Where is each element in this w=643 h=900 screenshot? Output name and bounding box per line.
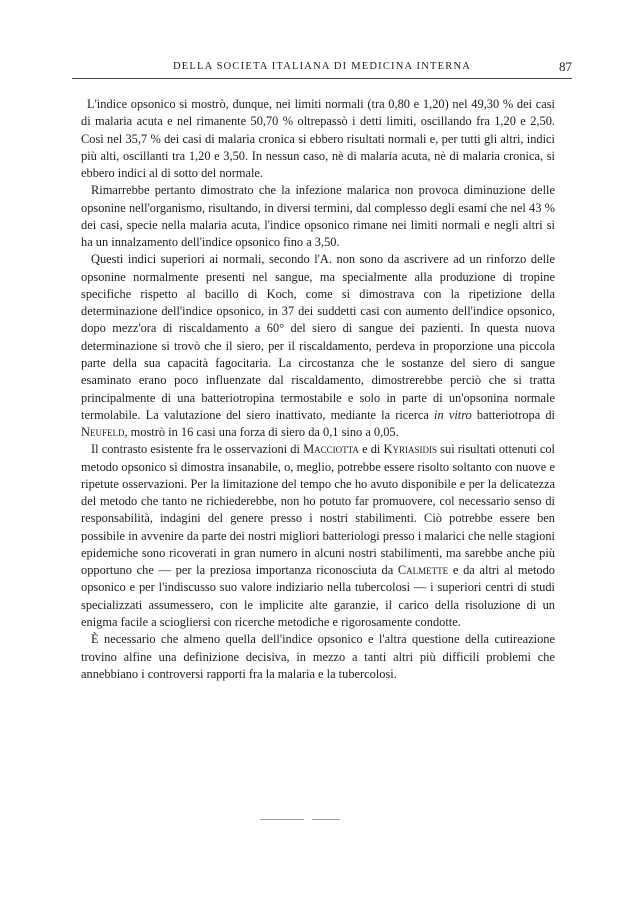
paragraph-4-text-d: e da altri al metodo opsonico e per l'indiscusso suo valore indiziario nella tubercolosi — i superiori centri di studi specializzati assumessero, con le implicite alte garanzie, il carico della risoluzione di un enigma facile a sciogliersi con ricerche metodiche e rigorosamente condotte.: [81, 563, 555, 629]
paragraph-4-text-c: sui risultati ottenuti col metodo opsonico si dimostra insanabile, o, meglio, potrebbe essere risolto soltanto con nuove e ripetute osservazioni. Per la limitazione del tempo che ho avuto disponibile e per la delicatezza del metodo che tanto ne richiederebbe, non ho potuto far promuovere, col necessario senso di responsabilità, indagini del genere presso i nostri stabilimenti. Ciò potrebbe essere ben possibile in avvenire da parte dei nostri migliori batteriologi presso i malarici che nelle stagioni epidemiche sono ricoverati in gran numero in alcuni nostri stabilimenti, ma sarebbe anche più opportuno che — per la preziosa importanza riconosciuta da: [81, 442, 555, 578]
paragraph-1: L'indice opsonico si mostrò, dunque, nei limiti normali (tra 0,80 e 1,20) nel 49,30 % dei casi di malaria acuta e nel rimanente 50,70 % oltrepassò i detti limiti, oscillando fra 1,20 e 2,50. Così nel 35,7 % dei casi di malaria cronica si ebbero risultati normali e, per tutti gli altri, indici più alti, oscillanti tra 1,20 e 3,50. In nessun caso, nè di malaria acuta, nè di malaria cronica, si ebbero indici al di sotto del normale.: [81, 97, 555, 181]
running-title: DELLA SOCIETA ITALIANA DI MEDICINA INTERNA: [172, 61, 472, 72]
author-neufeld: Neufeld,: [81, 425, 128, 440]
paragraph-3: [81, 251, 555, 441]
in-vitro-italic: in vitro: [434, 407, 472, 422]
author-kyriasidis: Kyriasidis: [383, 442, 437, 457]
author-macciotta: Macciotta: [303, 442, 359, 457]
paragraph-5: È necessario che almeno quella dell'indice opsonico e l'altra questione della cutireazione trovino alfine una definizione decisiva, in mezzo a tanti altri più difficili problemi che annebbiano i controversi rapporti fra la malaria e la tubercolosi.: [81, 632, 555, 681]
paragraph-3-text-a: Questi indici superiori ai normali, secondo l'A. non sono da ascrivere ad un rinforzo delle opsonine normalmente presenti nel sangue, ma specialmente alla produzione di tropine specifiche rispetto al bacillo di Koch, come si dimostrava con la ripetizione della determinazione dell'indice opsonico, in 37 dei suddetti casi con aumento dell'indice opsonico, dopo mezz'ora di riscaldamento a 60° del siero di sangue dei pazienti. In questa nuova determinazione si trovò che il siero, per il riscaldamento, perdeva in proporzione una piccola parte della sua capacità fagocitaria. La circostanza che le sostanze del siero di sangue esaminato erano poco influenzate dal riscaldamento, dimostrerebbe perciò che si tratta principalmente di una batteriotropina termostabile e solo in parte di un'opsonina normale termolabile. La valutazione del siero inattivato, mediante la ricerca: [81, 252, 555, 422]
page-number: 87: [559, 59, 572, 74]
paragraph-2: Rimarrebbe pertanto dimostrato che la infezione malarica non provoca diminuzione delle opsonine nell'organismo, risultando, in diversi termini, dal complesso degli esami che nel 43 % dei casi, specie nella malaria acuta, l'indice opsonico rimane nei limiti normali e negli altri si ha un innalzamento dell'indice opsonico fino a 3,50.: [81, 183, 555, 250]
paragraph-4: [81, 441, 555, 631]
paragraph-4-text-a: Il contrasto esistente fra le osservazioni di: [91, 442, 300, 457]
page-body: [81, 96, 555, 683]
paragraph-4-text-b: e di: [362, 442, 381, 457]
paragraph-3-text-b: batteriotropa di: [476, 407, 555, 422]
running-header: [72, 60, 572, 79]
end-separator: [260, 819, 340, 820]
author-calmette: Calmette: [397, 563, 449, 578]
paragraph-3-text-c: mostrò in 16 casi una forza di siero da 0,1 sino a 0,05.: [130, 425, 399, 440]
